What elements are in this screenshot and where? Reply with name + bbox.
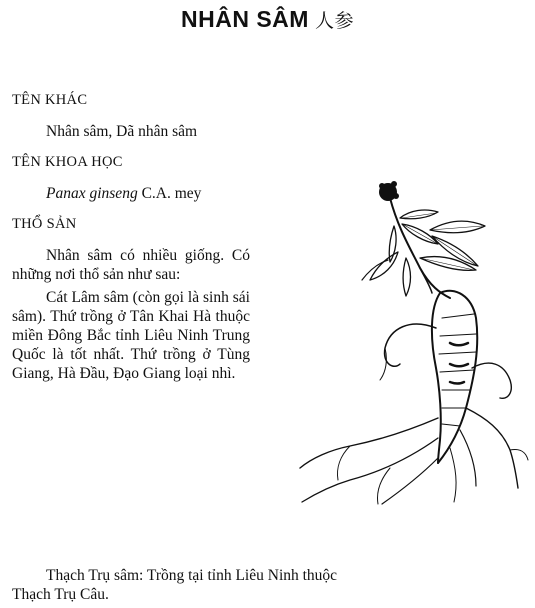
heading-origin: THỔ SẢN [12, 216, 77, 232]
title-vietnamese: NHÂN SÂM [181, 6, 309, 32]
thach-tru-line-1: Thạch Trụ sâm: Trồng tại tỉnh Liêu Ninh thuộc [46, 567, 338, 584]
scientific-name-text [12, 184, 250, 203]
thach-tru-line-2: Thạch Trụ Câu. [12, 586, 109, 603]
bottom-paragraph [12, 566, 532, 604]
origin-intro: Nhân sâm có nhiều giống. Có những nơi thổ sản như sau: [12, 247, 250, 283]
latin-author: C.A. mey [137, 185, 202, 202]
text-column [12, 91, 250, 395]
heading-other-names: TÊN KHÁC [12, 92, 88, 108]
origin-cat-lam: Cát Lâm sâm (còn gọi là sinh sái sâm). Thứ trồng ở Tân Khai Hà thuộc miền Đông Bắc tỉnh Liêu Ninh Trung Quốc là tốt nhất. Thứ trồng ở Tùng Giang, Hà Đầu, Đạo Giang loại nhì. [12, 289, 250, 382]
title-chinese: 人参 [314, 10, 354, 32]
heading-scientific-name: TÊN KHOA HỌC [12, 154, 123, 170]
page-title [0, 6, 535, 33]
other-names-text: Nhân sâm, Dã nhân sâm [46, 123, 198, 140]
latin-name: Panax ginseng [46, 185, 138, 202]
ginseng-illustration [290, 168, 530, 518]
